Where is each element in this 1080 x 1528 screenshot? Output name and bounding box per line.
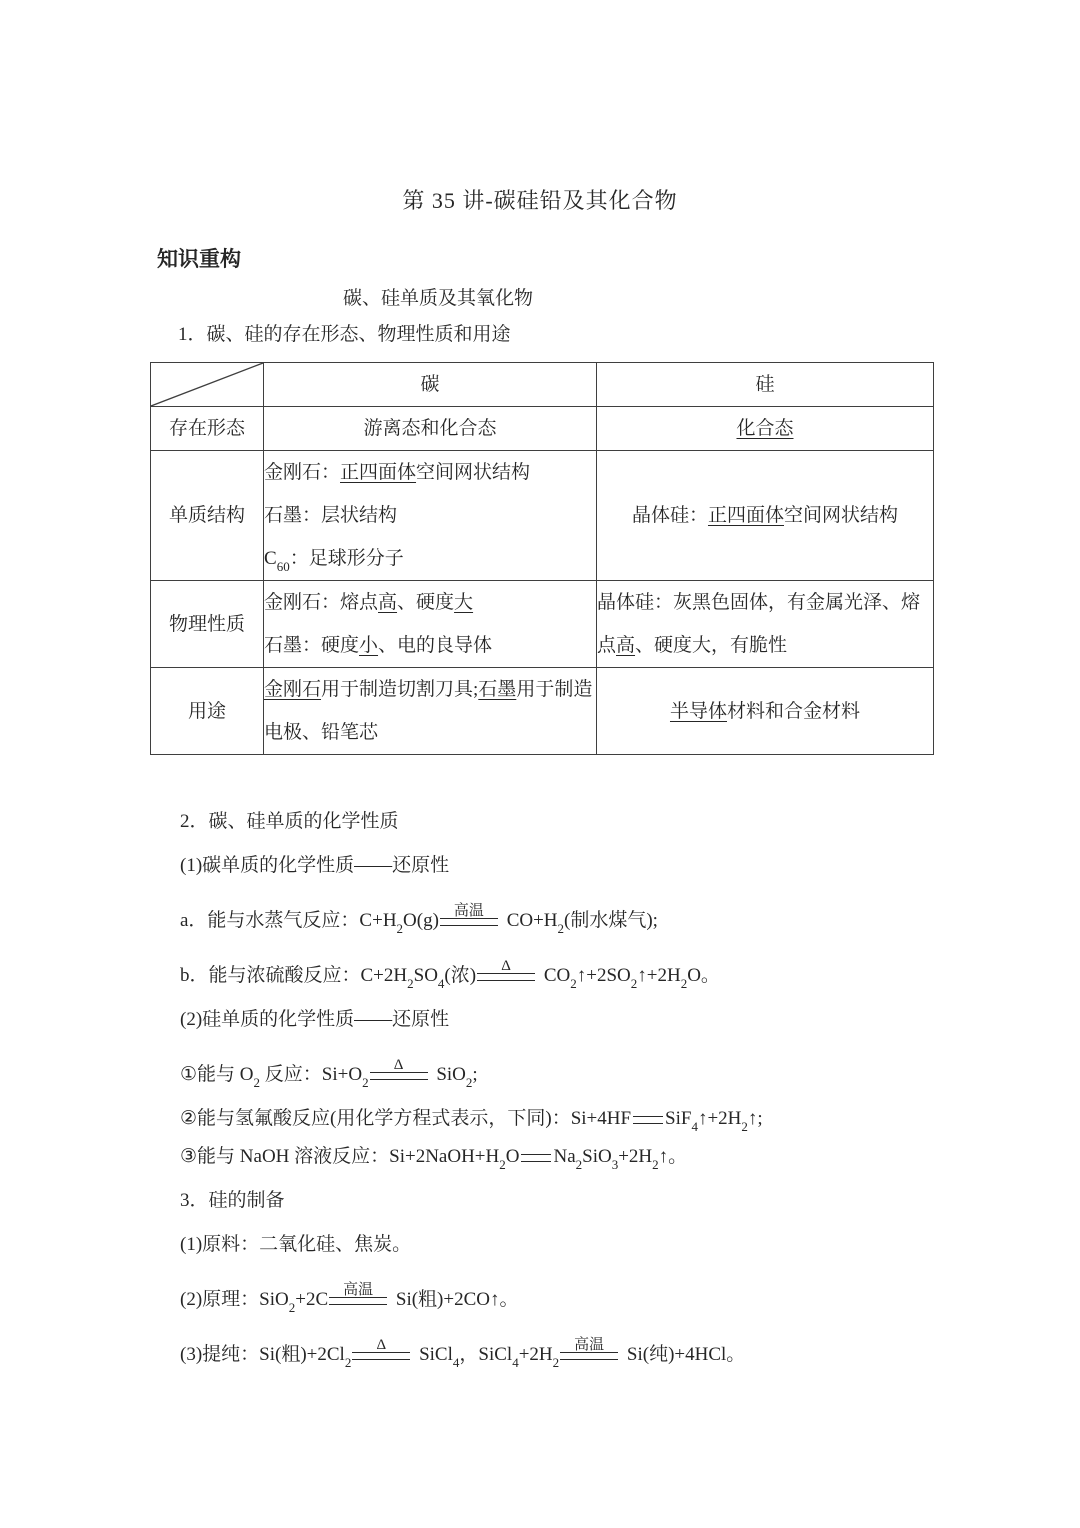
subheading-silicon-chemical-properties: (2)硅单质的化学性质——还原性	[180, 1009, 450, 1030]
equation-silicon-oxygen: ①能与 $O_2$ 反应：$Si+O_2$ Δ SiO$_2$;	[180, 1056, 478, 1090]
cell-silicon-structure: 晶体硅：正四面体空间网状结构	[597, 451, 934, 581]
cell-carbon-structure: 金刚石：正四面体空间网状结构 石墨：层状结构 $C_{60}$：足球形分子	[264, 451, 597, 581]
row-label: 存在形态	[151, 407, 264, 451]
subheading-carbon-chemical-properties: (1)碳单质的化学性质——还原性	[180, 855, 450, 876]
equation-carbon-steam: a．能与水蒸气反应：$C+H_2O(g)$ 高温 $CO+H_2$(制水煤气);	[180, 902, 658, 936]
column-header-carbon: 碳	[264, 363, 597, 407]
reaction-condition: Δ	[352, 1352, 410, 1360]
cell-silicon-existence: 化合态	[597, 407, 934, 451]
table-row-existence-form	[151, 407, 934, 451]
equation-silicon-preparation-principle: (2)原理：SiO$_2$+2C 高温 Si(粗)+2CO↑。	[180, 1281, 519, 1315]
cell-carbon-uses: 金刚石用于制造切割刀具;石墨用于制造电极、铅笔芯	[264, 668, 597, 755]
diagonal-divider-icon	[151, 363, 263, 406]
cell-silicon-uses: 半导体材料和合金材料	[597, 668, 934, 755]
carbon-silicon-comparison-table	[150, 362, 934, 755]
table-row-structure	[151, 451, 934, 581]
table-header-row	[151, 363, 934, 407]
equation-silicon-hf: ②能与氢氟酸反应(用化学方程式表示，下同)：Si+4HF $SiF_4↑+2H_2↑$;	[180, 1108, 763, 1134]
line-raw-materials: (1)原料：二氧化硅、焦炭。	[180, 1234, 412, 1255]
equation-silicon-naoh: ③能与 NaOH 溶液反应：$Si+2NaOH+H_2O$ $Na_2SiO_3+2H_2↑$。	[180, 1146, 688, 1172]
double-line-equals	[521, 1154, 551, 1162]
heading-item-3: 3．硅的制备	[180, 1190, 285, 1211]
corner-cell	[151, 363, 264, 407]
equation-silicon-purification: (3)提纯：Si(粗)$+2Cl_2$ Δ SiCl$_4$，$SiCl_4+2H_2$ 高温 Si(纯)+4HCl。	[180, 1336, 746, 1370]
reaction-condition: 高温	[560, 1352, 618, 1360]
section-heading: 知识重构	[157, 247, 241, 271]
cell-carbon-existence: 游离态和化合态	[264, 407, 597, 451]
reaction-condition: Δ	[370, 1072, 428, 1080]
heading-item-2: 2．碳、硅单质的化学性质	[180, 811, 399, 832]
reaction-condition: 高温	[440, 918, 498, 926]
row-label: 单质结构	[151, 451, 264, 581]
table-row-uses	[151, 668, 934, 755]
column-header-silicon: 硅	[597, 363, 934, 407]
double-line-equals	[633, 1116, 663, 1124]
list-item-1-heading: 1．碳、硅的存在形态、物理性质和用途	[178, 324, 511, 345]
cell-silicon-physical: 晶体硅：灰黑色固体，有金属光泽、熔点高、硬度大，有脆性	[597, 581, 934, 668]
subsection-title: 碳、硅单质及其氧化物	[343, 288, 534, 309]
row-label: 物理性质	[151, 581, 264, 668]
reaction-condition: 高温	[329, 1297, 387, 1305]
cell-carbon-physical: 金刚石：熔点高、硬度大 石墨：硬度小、电的良导体	[264, 581, 597, 668]
equation-carbon-sulfuric-acid: b．能与浓硫酸反应：$C+2H_2SO_4$(浓) Δ $CO_2↑+2SO_2↑+2H_2O$。	[180, 957, 720, 991]
table-row-physical-properties	[151, 581, 934, 668]
page-title: 第 35 讲-碳硅铅及其化合物	[402, 188, 678, 213]
row-label: 用途	[151, 668, 264, 755]
reaction-condition: Δ	[477, 973, 535, 981]
